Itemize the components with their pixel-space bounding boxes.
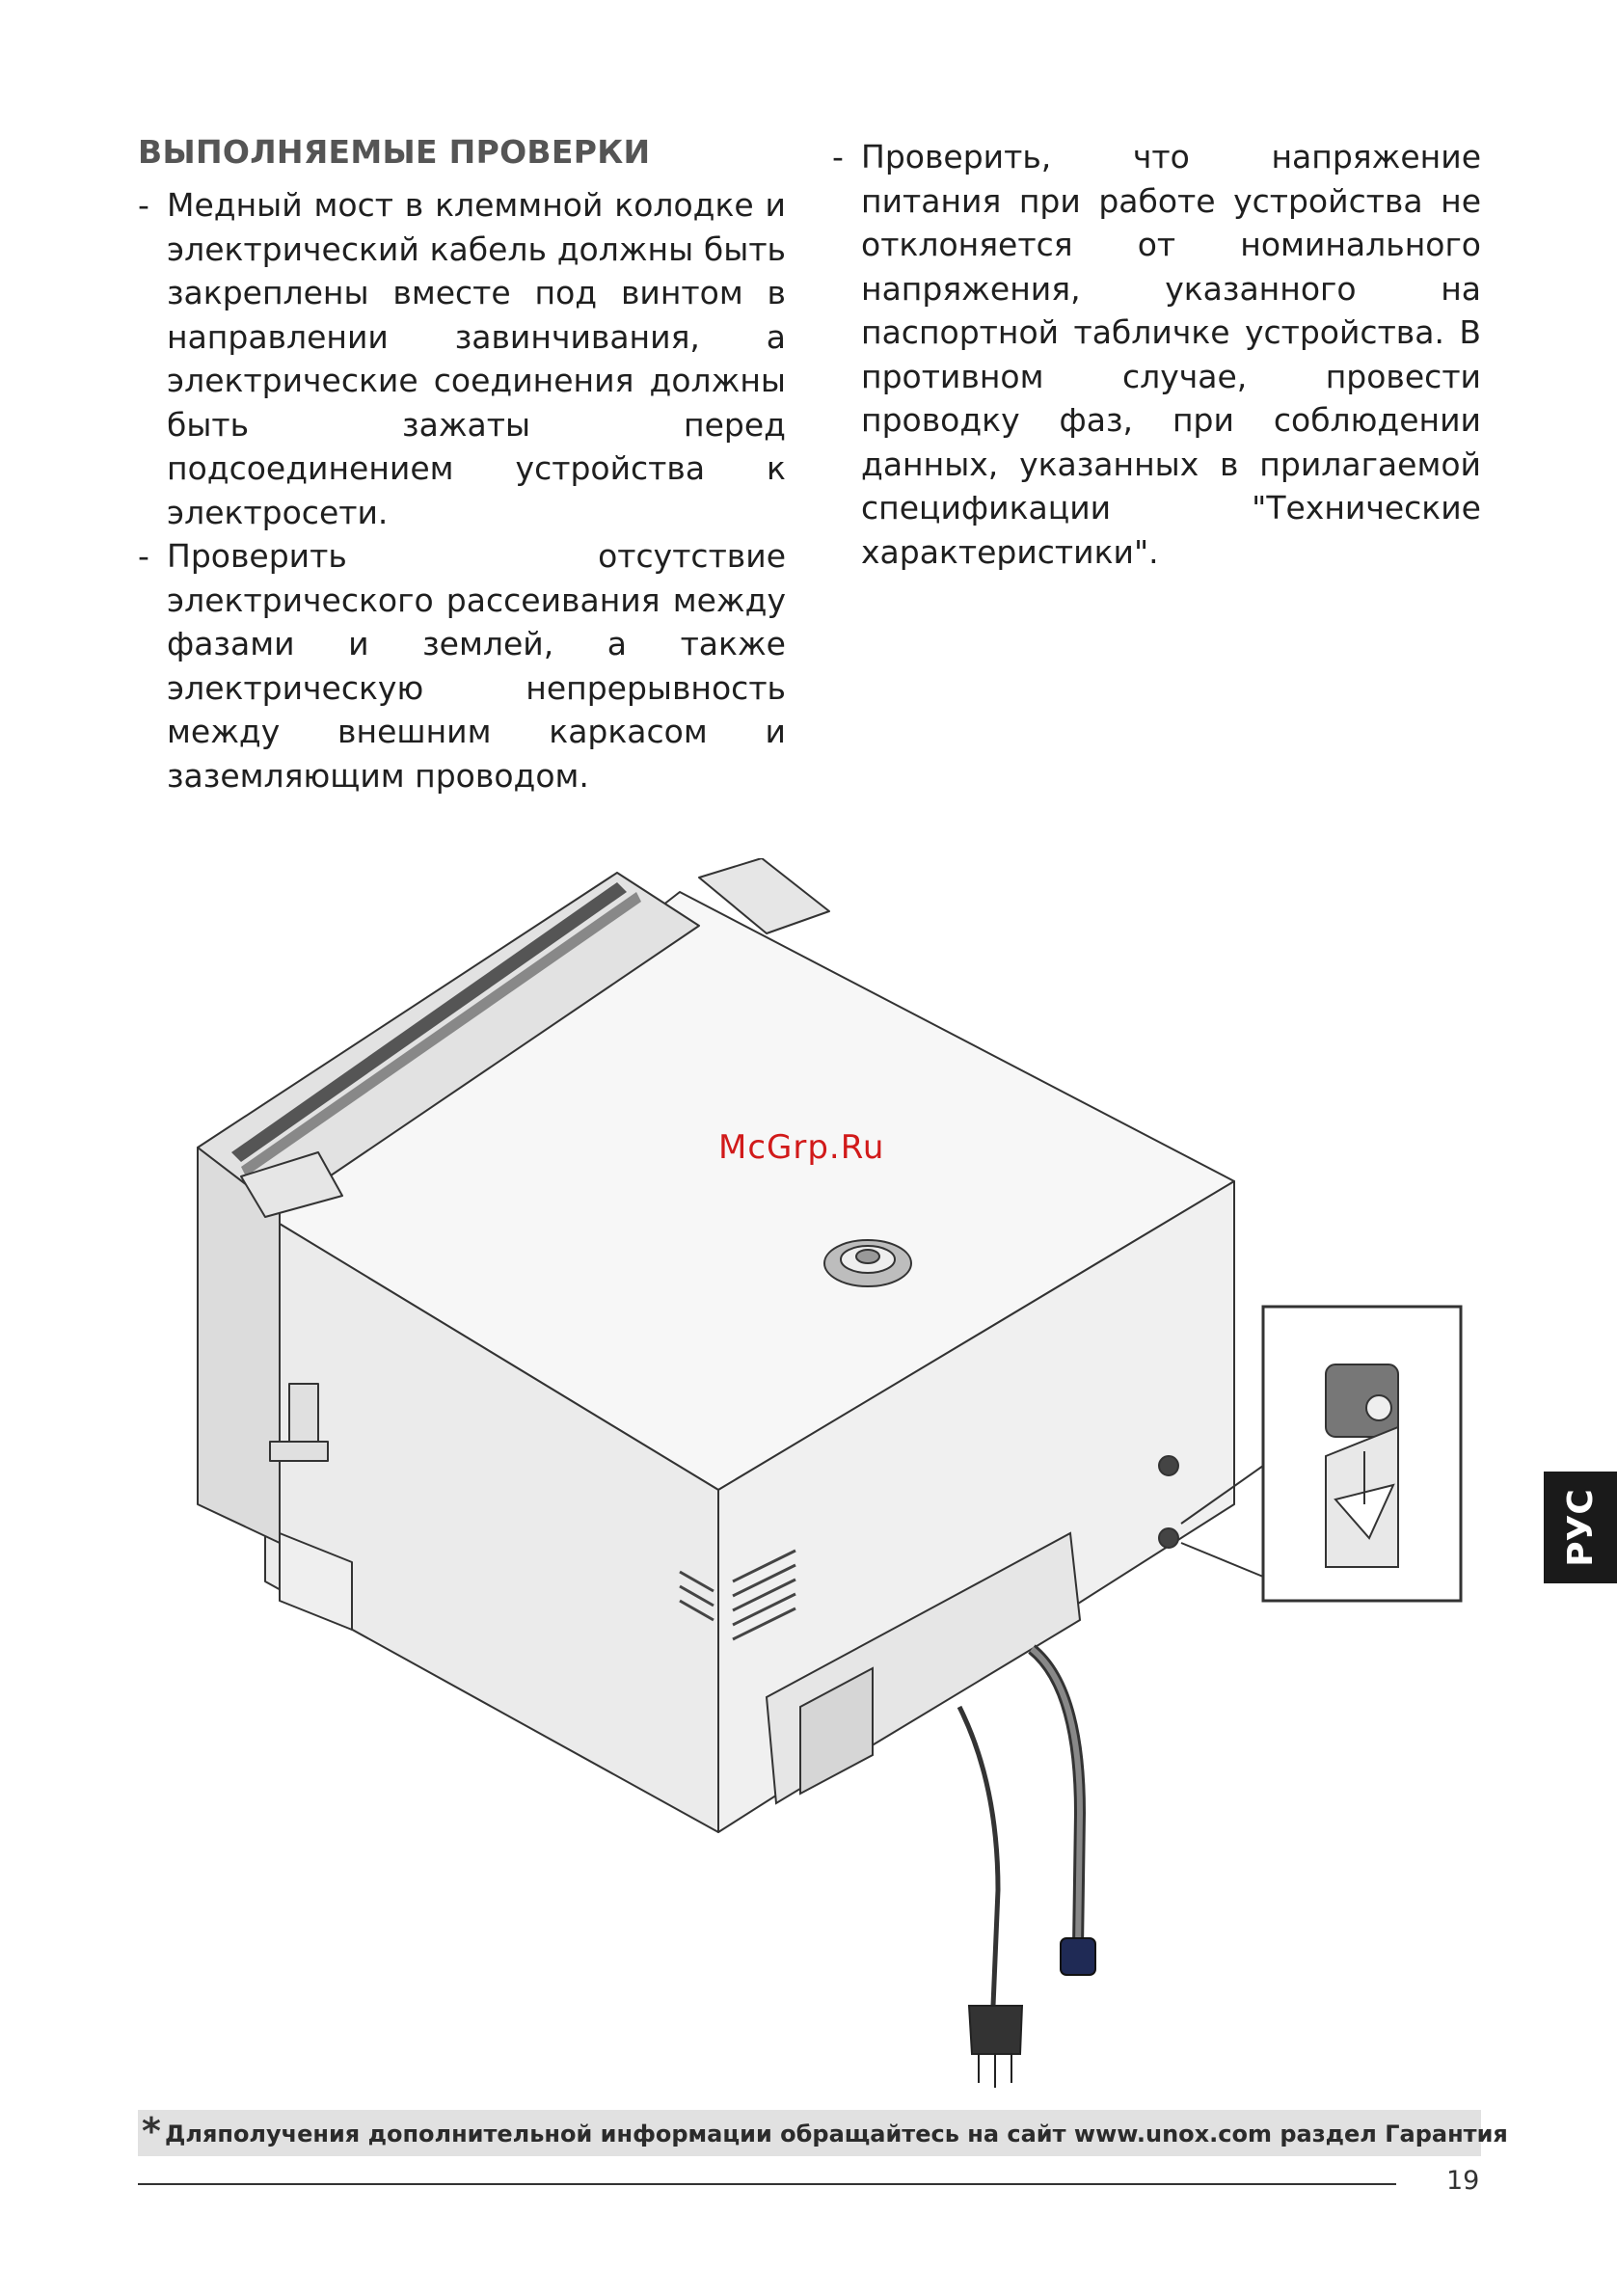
section-heading: ВЫПОЛНЯЕМЫЕ ПРОВЕРКИ — [138, 133, 651, 171]
footer-note-text: Дляполучения дополнительной информации обращайтесь на сайт www.unox.com раздел Гарантия — [165, 2120, 1508, 2147]
bullet-dash: - — [832, 138, 844, 176]
list-item-text: Медный мост в клеммной колодке и электрический кабель должны быть закреплены вместе под винтом в направлении завинчивания, а электрические соединения должны быть зажаты перед подсоединением устройства к электросети. — [167, 186, 786, 531]
right-column — [832, 135, 1481, 574]
oven-rear-illustration — [183, 858, 1475, 2102]
list-item-text: Проверить отсутствие электрического рассеивания между фазами и землей, а также электрическую непрерывность между внешним каркасом и заземляющим проводом. — [167, 537, 786, 795]
language-tab — [1544, 1472, 1617, 1583]
watermark: McGrp.Ru — [718, 1128, 885, 1167]
list-item — [138, 183, 786, 534]
power-cable — [1032, 1649, 1080, 1948]
left-column — [138, 183, 786, 797]
ground-cable — [959, 1707, 998, 2006]
footer-note-bar — [138, 2110, 1508, 2156]
bullet-dash: - — [138, 186, 149, 224]
list-item — [832, 135, 1481, 574]
bullet-dash: - — [138, 537, 149, 575]
footer-rule — [138, 2183, 1396, 2185]
asterisk: * — [142, 2110, 161, 2152]
page-number: 19 — [1446, 2166, 1480, 2196]
list-item — [138, 534, 786, 797]
list-item-text: Проверить, что напряжение питания при работе устройства не отклоняется от номинального напряжения, указанного на паспортной табличке устройства. В противном случае, провести проводку фаз, при соблюдении данных, указанных в прилагаемой спецификации "Технические характеристики". — [861, 138, 1481, 571]
language-tab-label: РУС — [1560, 1488, 1601, 1567]
